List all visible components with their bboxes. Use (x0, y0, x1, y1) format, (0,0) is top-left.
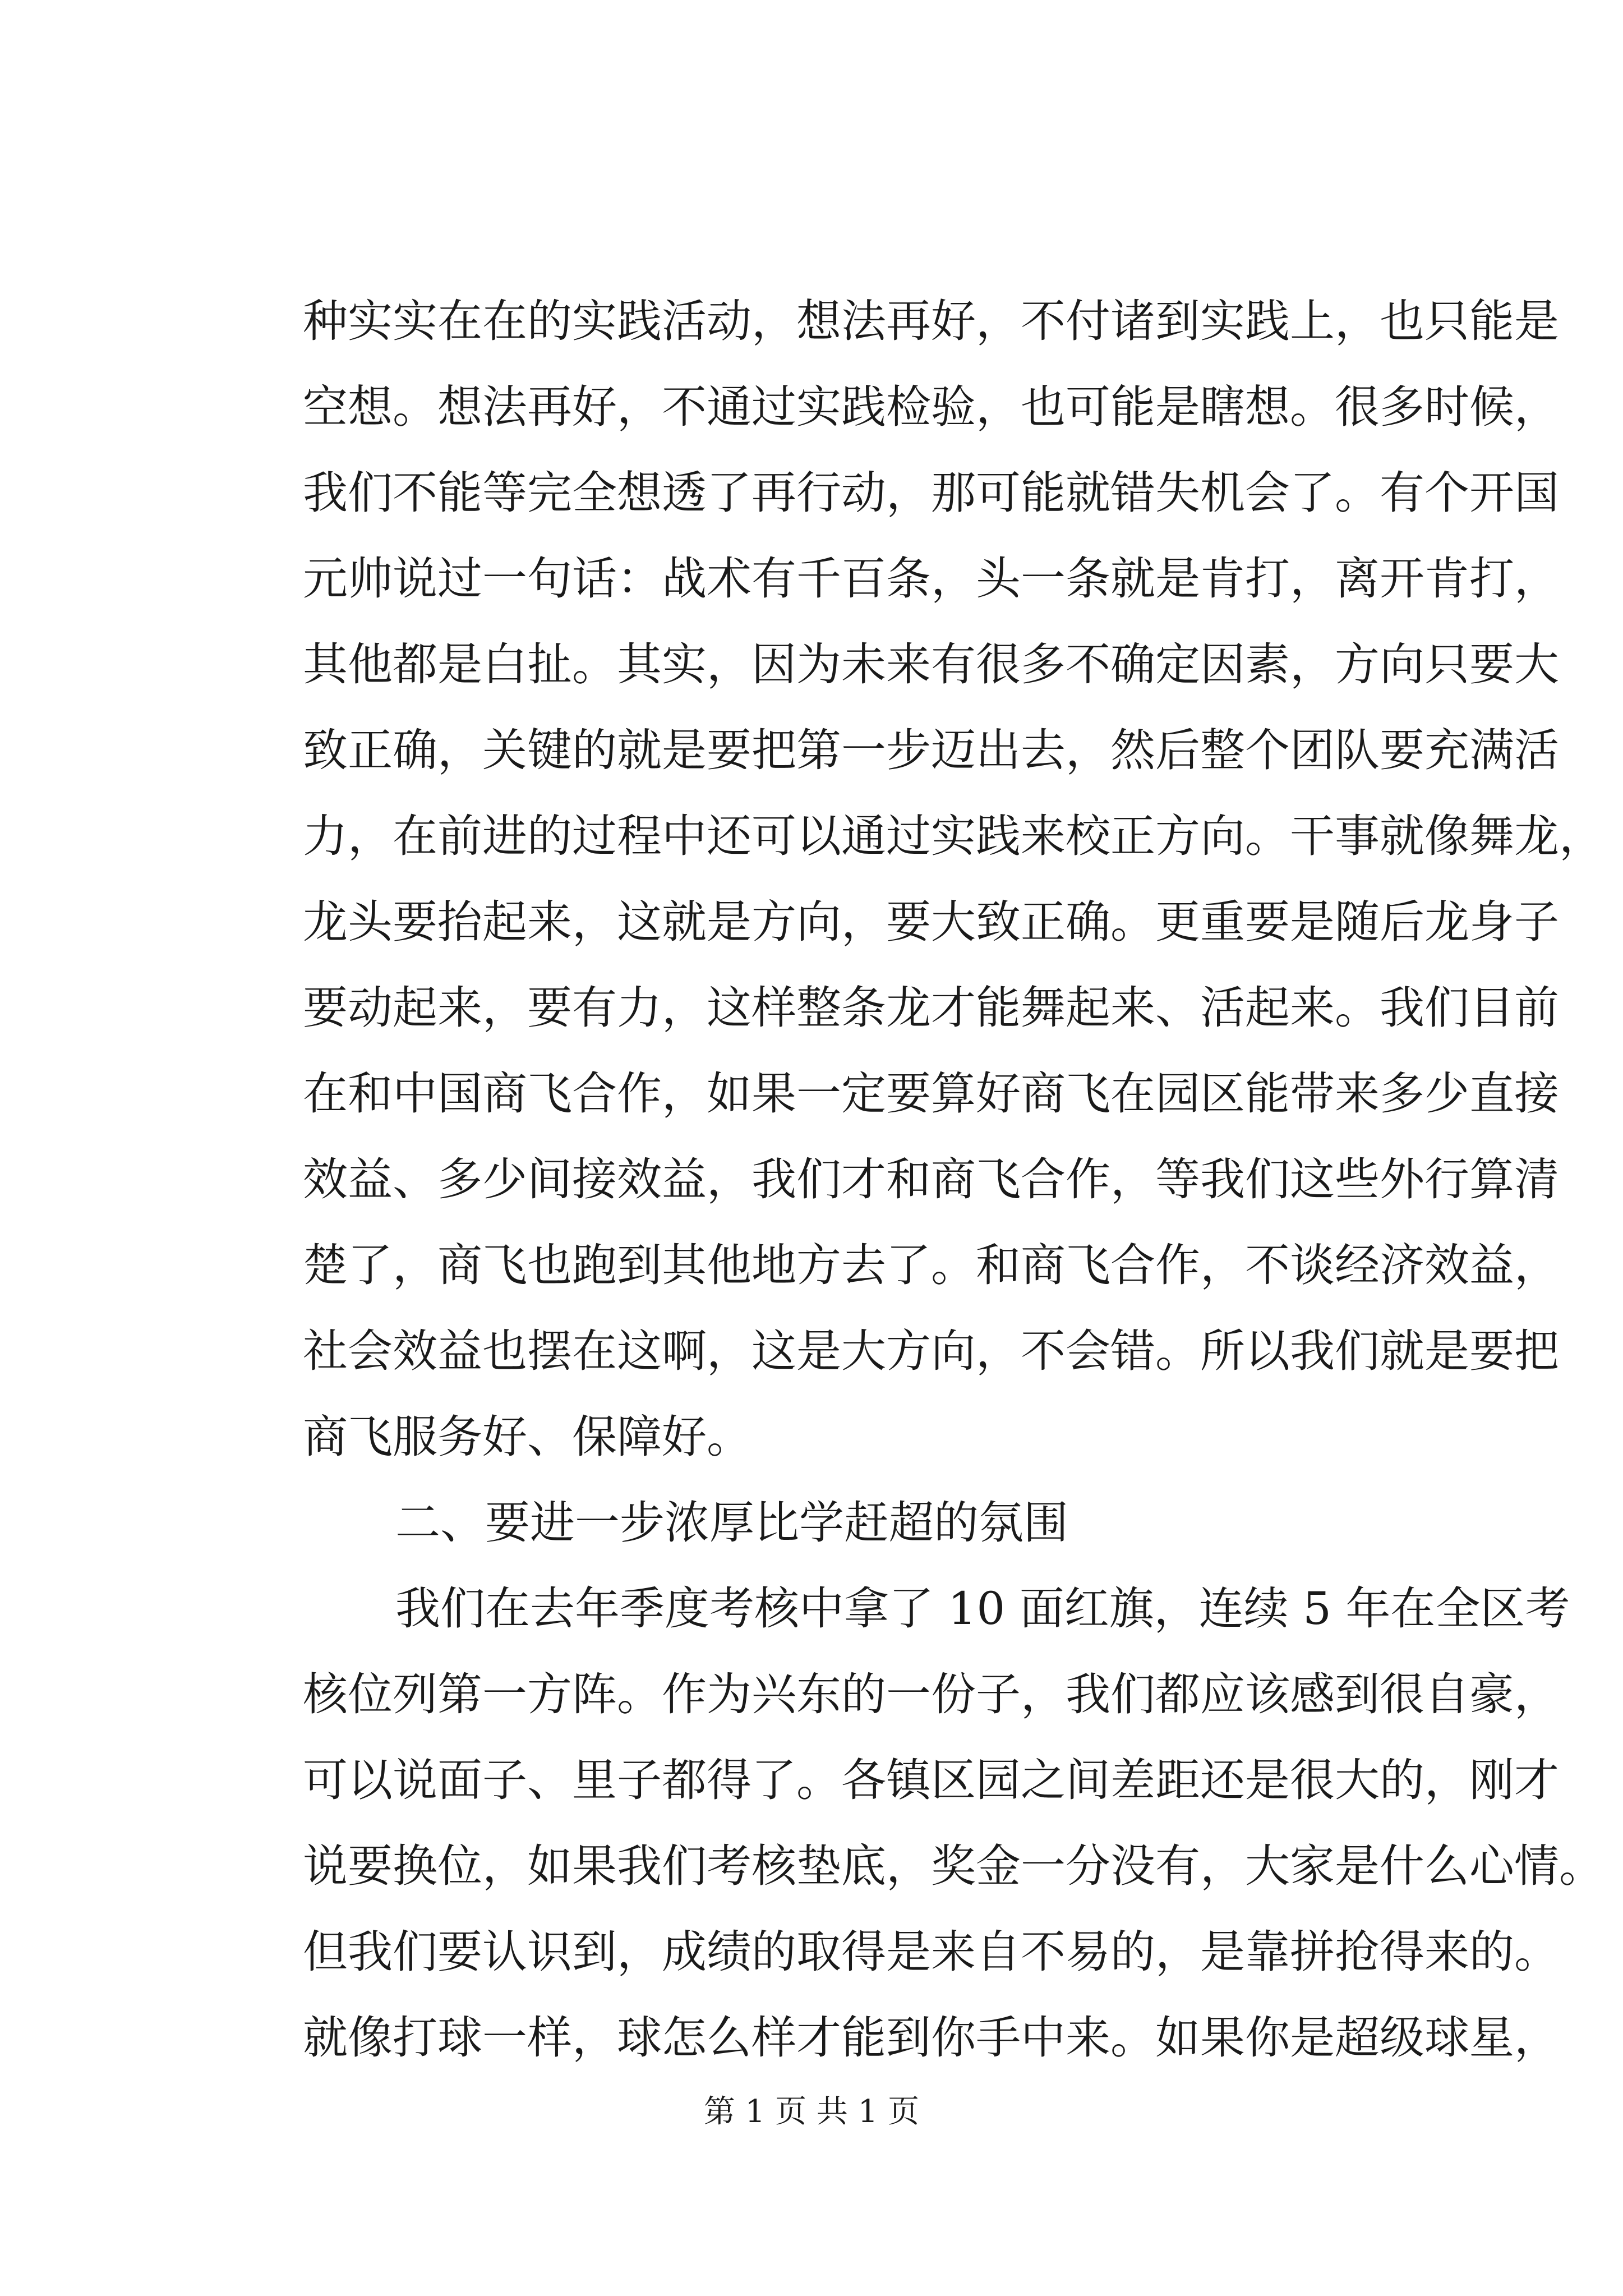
section-heading: 二、要进一步浓厚比学赶超的氛围 (395, 1497, 1068, 1549)
text-line: 说要换位，如果我们考核垫底，奖金一分没有，大家是什么心情。 (303, 1840, 1604, 1892)
text-line: 就像打球一样，球怎么样才能到你手中来。如果你是超级球星， (303, 2012, 1559, 2064)
text-line: 我们不能等完全想透了再行动，那可能就错失机会了。有个开国 (303, 467, 1559, 519)
page-footer: 第 1 页 共 1 页 (703, 2093, 920, 2130)
text-line: 在和中国商飞合作，如果一定要算好商飞在园区能带来多少直接 (303, 1068, 1559, 1120)
text-line: 商飞服务好、保障好。 (303, 1411, 751, 1463)
text-line: 元帅说过一句话：战术有千百条，头一条就是肯打，离开肯打， (303, 553, 1559, 605)
text-line: 楚了，商飞也跑到其他地方去了。和商飞合作，不谈经济效益， (303, 1239, 1559, 1291)
text-line: 要动起来，要有力，这样整条龙才能舞起来、活起来。我们目前 (303, 982, 1559, 1034)
text-line: 我们在去年季度考核中拿了 10 面红旗，连续 5 年在全区考 (395, 1582, 1570, 1635)
text-line: 可以说面子、里子都得了。各镇区园之间差距还是很大的，刚才 (303, 1754, 1559, 1806)
text-line: 其他都是白扯。其实，因为未来有很多不确定因素，方向只要大 (303, 638, 1559, 691)
text-line: 但我们要认识到，成绩的取得是来自不易的，是靠拼抢得来的。 (303, 1926, 1559, 1978)
text-line: 效益、多少间接效益，我们才和商飞合作，等我们这些外行算清 (303, 1153, 1559, 1205)
text-line: 社会效益也摆在这啊，这是大方向，不会错。所以我们就是要把 (303, 1325, 1559, 1377)
text-line: 空想。想法再好，不通过实践检验，也可能是瞎想。很多时候， (303, 381, 1559, 433)
text-line: 龙头要抬起来，这就是方向，要大致正确。更重要是随后龙身子 (303, 896, 1559, 948)
text-line: 核位列第一方阵。作为兴东的一份子，我们都应该感到很自豪， (303, 1668, 1559, 1720)
text-line: 致正确，关键的就是要把第一步迈出去，然后整个团队要充满活 (303, 724, 1559, 776)
text-line: 力，在前进的过程中还可以通过实践来校正方向。干事就像舞龙， (303, 810, 1604, 862)
text-line: 种实实在在的实践活动，想法再好，不付诸到实践上，也只能是 (303, 295, 1559, 347)
